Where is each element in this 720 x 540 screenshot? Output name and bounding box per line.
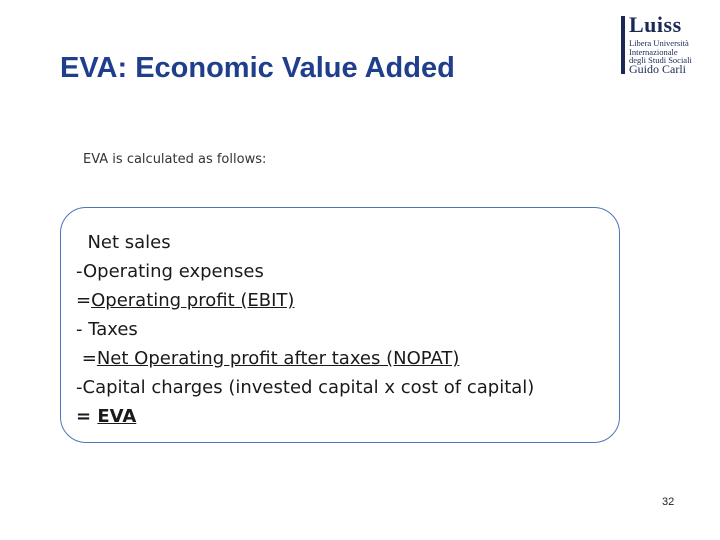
formula-prefix: = <box>81 348 97 369</box>
formula-prefix: = <box>76 406 98 427</box>
formula-line-taxes <box>76 315 534 344</box>
formula-line-ebit <box>76 286 534 315</box>
formula-text: -Capital charges (invested capital x cost of capital) <box>76 377 535 398</box>
logo-name: Luiss <box>629 12 682 37</box>
logo-line: Internazionale <box>629 46 678 57</box>
luiss-logo <box>621 12 693 76</box>
slide-title: EVA: Economic Value Added <box>60 52 455 84</box>
formula-line-eva <box>76 402 534 431</box>
formula-text: Net sales <box>87 232 171 253</box>
logo-subtitle <box>629 39 692 65</box>
formula-lines <box>76 228 534 431</box>
formula-underlined: Operating profit (EBIT) <box>91 290 295 311</box>
formula-line-capital-charges <box>76 373 534 402</box>
intro-text: EVA is calculated as follows: <box>83 152 267 167</box>
logo-line: degli Studi Sociali <box>629 55 692 66</box>
formula-prefix: = <box>76 290 92 311</box>
formula-line-operating-expenses <box>76 257 534 286</box>
formula-line-net-sales <box>76 228 534 257</box>
formula-underlined: EVA <box>97 406 137 427</box>
page-number: 32 <box>662 496 675 508</box>
logo-bar <box>621 16 625 74</box>
formula-line-nopat <box>76 344 534 373</box>
logo-last-line: Guido Carli <box>629 62 686 76</box>
formula-text: -Operating expenses <box>76 261 264 282</box>
formula-underlined: Net Operating profit after taxes (NOPAT) <box>96 348 460 369</box>
logo-line: Libera Università <box>629 38 689 48</box>
formula-text: - Taxes <box>76 319 138 340</box>
